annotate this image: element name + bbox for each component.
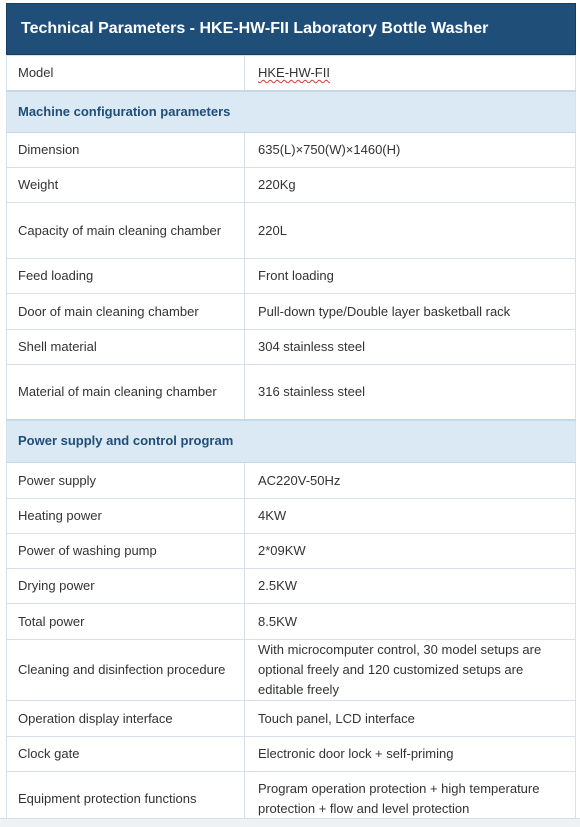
row-label: Total power <box>7 604 245 640</box>
row-value: Electronic door lock + self-priming <box>245 737 576 772</box>
table-row <box>7 330 576 365</box>
row-value: 8.5KW <box>245 604 576 640</box>
row-label: Operation display interface <box>7 701 245 737</box>
row-value: Front loading <box>245 259 576 294</box>
row-label: Shell material <box>7 330 245 365</box>
table-row <box>7 133 576 168</box>
row-value: 316 stainless steel <box>245 365 576 420</box>
row-label: Clock gate <box>7 737 245 772</box>
row-value: 304 stainless steel <box>245 330 576 365</box>
parameters-table <box>6 55 576 827</box>
row-label: Capacity of main cleaning chamber <box>7 203 245 259</box>
row-label: Drying power <box>7 569 245 604</box>
section-heading: Machine configuration parameters <box>7 91 576 133</box>
row-value: 2*09KW <box>245 534 576 569</box>
table-row <box>7 203 576 259</box>
row-label: Cleaning and disinfection procedure <box>7 640 245 701</box>
table-row <box>7 259 576 294</box>
row-label: Material of main cleaning chamber <box>7 365 245 420</box>
table-row <box>7 56 576 91</box>
row-label: Door of main cleaning chamber <box>7 294 245 330</box>
table-row <box>7 701 576 737</box>
row-value: Pull-down type/Double layer basketball rack <box>245 294 576 330</box>
section-header <box>7 420 576 463</box>
row-value: 2.5KW <box>245 569 576 604</box>
row-label: Heating power <box>7 499 245 534</box>
row-label: Dimension <box>7 133 245 168</box>
table-row <box>7 737 576 772</box>
row-value: 4KW <box>245 499 576 534</box>
section-header <box>7 91 576 133</box>
row-value <box>245 56 576 91</box>
table-row <box>7 640 576 701</box>
section-heading: Power supply and control program <box>7 420 576 463</box>
row-label: Power of washing pump <box>7 534 245 569</box>
table-row <box>7 569 576 604</box>
table-row <box>7 365 576 420</box>
row-value: With microcomputer control, 30 model setups are optional freely and 120 customized setups are editable freely <box>245 640 576 701</box>
row-value: 635(L)×750(W)×1460(H) <box>245 133 576 168</box>
table-row <box>7 534 576 569</box>
row-label: Weight <box>7 168 245 203</box>
model-value: HKE-HW-FII <box>258 64 330 80</box>
row-label: Power supply <box>7 463 245 499</box>
row-value: Touch panel, LCD interface <box>245 701 576 737</box>
row-label: Equipment protection functions <box>7 772 245 827</box>
parameters-table-container <box>6 3 576 827</box>
table-row <box>7 168 576 203</box>
row-value: AC220V-50Hz <box>245 463 576 499</box>
table-row <box>7 499 576 534</box>
row-value: 220L <box>245 203 576 259</box>
table-row <box>7 604 576 640</box>
table-row <box>7 463 576 499</box>
row-label: Feed loading <box>7 259 245 294</box>
table-title: Technical Parameters - HKE-HW-FII Laboratory Bottle Washer <box>6 3 576 55</box>
row-value: Program operation protection + high temperature protection + flow and level protection <box>245 772 576 827</box>
row-value: 220Kg <box>245 168 576 203</box>
row-label: Model <box>7 56 245 91</box>
table-row <box>7 294 576 330</box>
